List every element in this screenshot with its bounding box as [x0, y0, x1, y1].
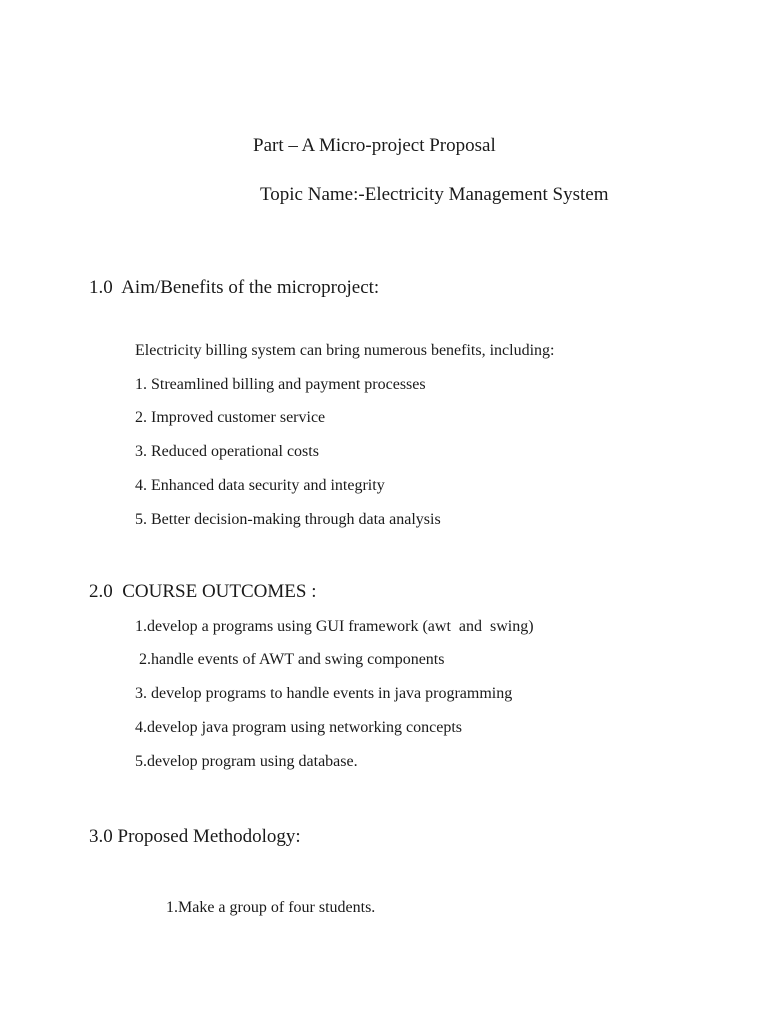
list-item: 5. Better decision-making through data analysis — [135, 511, 441, 528]
list-item: 1.Make a group of four students. — [166, 899, 376, 916]
list-item: 5.develop program using database. — [135, 753, 358, 770]
list-item: 2. Improved customer service — [135, 409, 326, 426]
topic-name: Topic Name:-Electricity Management System — [260, 184, 609, 205]
section-1-intro: Electricity billing system can bring numerous benefits, including: — [135, 342, 555, 359]
list-item: 4.develop java program using networking concepts — [135, 719, 463, 736]
list-item: 1.develop a programs using GUI framework (awt and swing) — [135, 618, 534, 635]
section-1-heading: 1.0 Aim/Benefits of the microproject: — [89, 277, 380, 298]
list-item: 3. Reduced operational costs — [135, 443, 319, 460]
section-2-heading: 2.0 COURSE OUTCOMES : — [89, 581, 317, 602]
section-3-heading: 3.0 Proposed Methodology: — [89, 826, 301, 847]
document-title: Part – A Micro-project Proposal — [253, 135, 496, 156]
list-item: 3. develop programs to handle events in java programming — [135, 685, 513, 702]
list-item: 1. Streamlined billing and payment processes — [135, 376, 426, 393]
list-item: 2.handle events of AWT and swing components — [135, 651, 445, 668]
list-item: 4. Enhanced data security and integrity — [135, 477, 385, 494]
